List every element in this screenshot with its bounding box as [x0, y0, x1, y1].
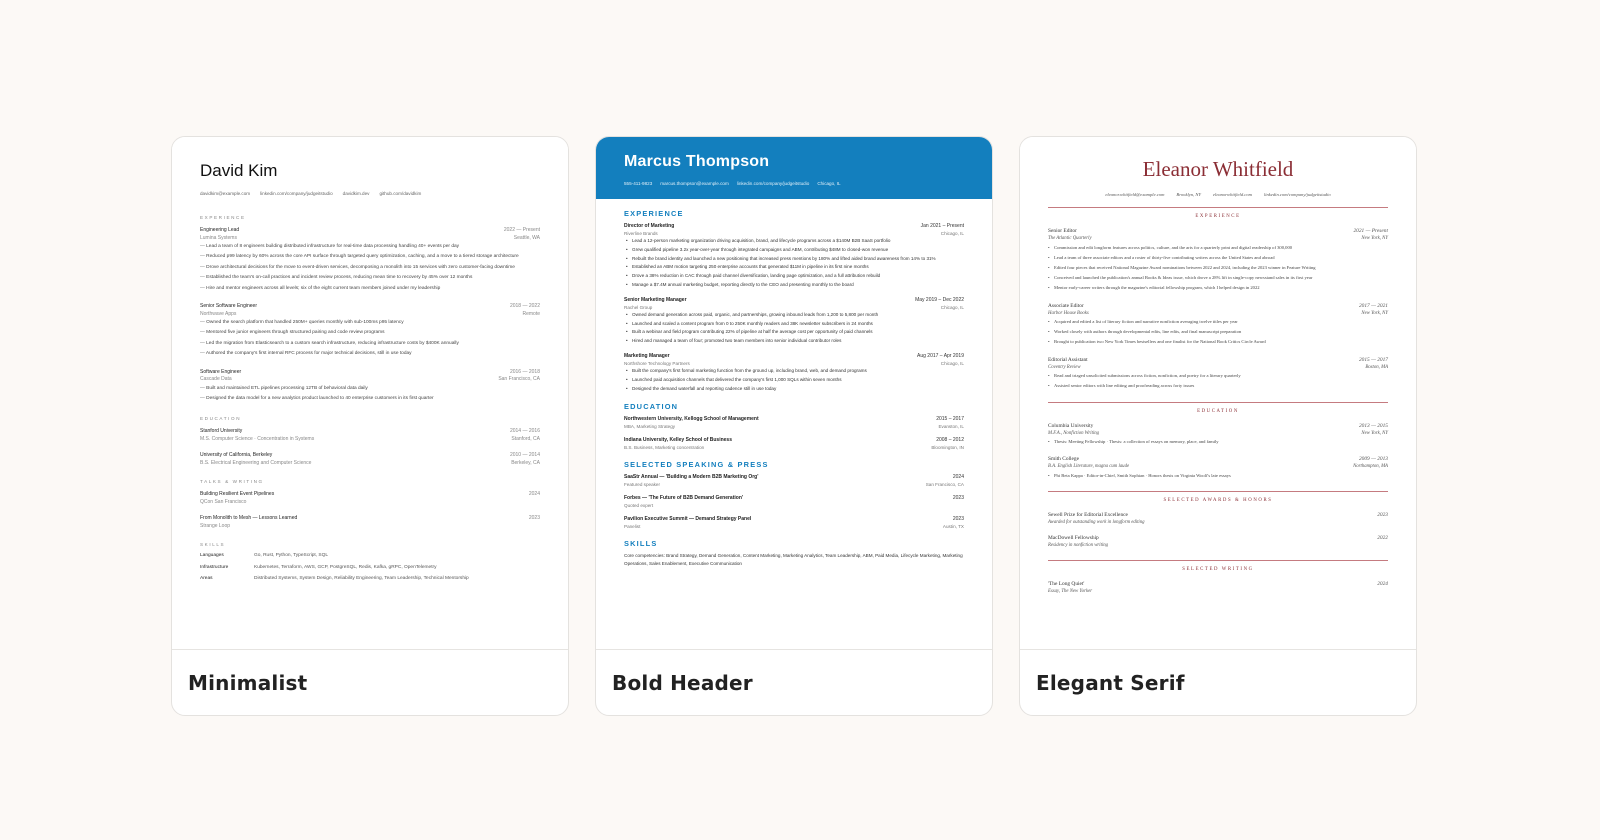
education-location: New York, NY	[1361, 430, 1388, 436]
job-bullet: • Commission and edit longform features across politics, culture, and the arts for a quarterly print and digital readership of 300,000	[1048, 243, 1388, 253]
skill-value: Go, Rust, Python, TypeScript, SQL	[254, 553, 329, 559]
template-card-footer	[1020, 649, 1416, 715]
resume-name: Marcus Thompson	[624, 153, 770, 170]
school-name: Columbia University	[1048, 422, 1094, 429]
section-heading-education: EDUCATION	[200, 416, 242, 422]
job-bullet: — Designed the data model for a new analytics product launched to 40 enterprise customers in its first quarter	[200, 394, 540, 404]
section-heading-speaking: SELECTED SPEAKING & PRESS	[624, 460, 769, 470]
education-location: Berkeley, CA	[511, 459, 540, 466]
education-entry	[624, 415, 964, 430]
job-bullet: • Edited four pieces that received National Magazine Award nominations between 2022 and 2024, including the 2023 winner in Feature Writing	[1048, 263, 1388, 273]
education-entry	[200, 452, 540, 467]
writing-title: 'The Long Quiet'	[1048, 580, 1085, 587]
job-bullet: • Designed the demand waterfall and reporting cadence still in use today	[624, 385, 964, 394]
award-note: Awarded for outstanding work in longform editing	[1048, 519, 1145, 525]
job-bullet: • Built a webinar and field program contributing 22% of pipeline at half the average cost per opportunity of paid channels	[624, 328, 964, 337]
education-entry	[1048, 422, 1388, 448]
contact-item: linkedin.com/company/judgeitstudio	[260, 191, 333, 196]
writing-year: 2024	[1377, 580, 1388, 587]
job-entry	[624, 222, 964, 290]
award-note: Residency in nonfiction writing	[1048, 543, 1109, 549]
skill-value: Kubernetes, Terraform, AWS, GCP, PostgreSQL, Redis, Kafka, gRPC, OpenTelemetry	[254, 564, 437, 570]
education-location: Bloomington, IN	[931, 445, 964, 451]
talk-entry	[200, 491, 540, 506]
template-label: Bold Header	[612, 670, 753, 695]
job-title: Director of Marketing	[624, 223, 675, 229]
job-location: Chicago, IL	[940, 360, 964, 366]
education-dates: 2013 — 2015	[1358, 422, 1388, 429]
job-title: Engineering Lead	[200, 227, 240, 233]
template-card-elegant-serif[interactable]	[1019, 136, 1417, 716]
speaking-location: San Francisco, CA	[925, 482, 964, 488]
job-bullet: • Rebuilt the brand identity and launched a new positioning that increased press mentions by 180% and lifted aided brand awareness from 14% to 31%	[624, 255, 964, 264]
template-label: Minimalist	[188, 670, 308, 695]
template-card-minimalist[interactable]	[171, 136, 569, 716]
job-company: Riverline Brands	[624, 231, 658, 236]
contact-item: marcus.thompson@example.com	[660, 181, 729, 186]
contact-item: eleanorwhitfield.com	[1213, 192, 1252, 197]
degree: M.F.A., Nonfiction Writing	[1048, 430, 1100, 436]
resume-header-band	[596, 137, 992, 199]
writing-note: Essay, The New Yorker	[1048, 588, 1093, 594]
job-bullet: • Acquired and edited a list of literary fiction and narrative nonfiction averaging twelve titles per year	[1048, 317, 1388, 327]
education-entry	[200, 428, 540, 443]
skill-value: Distributed Systems, System Design, Reliability Engineering, Team Leadership, Technical Mentorship	[254, 576, 469, 582]
job-entry	[1048, 356, 1388, 392]
speaking-year: 2023	[952, 516, 964, 523]
section-divider	[1048, 207, 1388, 208]
contact-item: 555-411-9823	[624, 181, 653, 186]
section-heading-education: EDUCATION	[624, 402, 679, 412]
section-heading-awards: SELECTED AWARDS & HONORS	[1163, 497, 1273, 503]
job-location: Boston, MA	[1365, 364, 1388, 370]
talk-venue: Strange Loop	[200, 522, 231, 529]
job-bullet: — Reduced p99 latency by 60% across the core API surface through targeted query optimization, caching, and a move to a tiered storage architecture	[200, 252, 540, 262]
resume-preview-elegant-serif	[1020, 137, 1416, 651]
contact-item: davidkim@example.com	[200, 191, 251, 196]
job-title: Editorial Assistant	[1048, 356, 1088, 363]
section-heading-talks: TALKS & WRITING	[200, 479, 264, 485]
skill-row	[200, 573, 540, 585]
job-bullet: • Assisted senior editors with line editing and proofreading across forty issues	[1048, 381, 1388, 391]
talk-venue: QCon San Francisco	[200, 498, 247, 505]
section-heading-skills: SKILLS	[624, 539, 658, 549]
job-dates: Aug 2017 – Apr 2019	[917, 352, 964, 359]
speaking-title: SaaStr Annual — 'Building a Modern B2B Marketing Org'	[624, 474, 759, 481]
job-company: The Atlantic Quarterly	[1048, 236, 1092, 241]
job-entry	[624, 352, 964, 393]
job-bullet: • Established an ABM motion targeting 250 enterprise accounts that generated $11M in pipeline in its first nine months	[624, 263, 964, 272]
job-dates: 2018 — 2022	[509, 303, 540, 310]
education-location: Northampton, MA	[1353, 464, 1388, 470]
resume-contact	[200, 191, 540, 196]
award-title: Sewell Prize for Editorial Excellence	[1048, 511, 1128, 518]
job-company: Rachel Group	[624, 304, 653, 310]
job-location: Chicago, IL	[940, 231, 964, 236]
job-title: Software Engineer	[200, 368, 242, 375]
job-company: Northwave Apps	[200, 310, 237, 317]
section-heading-experience: EXPERIENCE	[624, 209, 684, 218]
skills-text: Core competencies: Brand Strategy, Demand Generation, Content Marketing, Marketing Analytics, Team Leadership, ABM, Paid Media, Lifecycle Marketing, Marketing Operations, Sales Enablement, Executive Communication	[624, 553, 963, 566]
section-heading-education: EDUCATION	[1197, 408, 1239, 414]
speaking-title: Pavilion Executive Summit — Demand Strategy Panel	[624, 516, 752, 523]
education-bullet: • Thesis: Meeting Fellowship · Thesis: a collection of essays on memory, place, and family	[1048, 437, 1388, 447]
education-location: Stanford, CA	[511, 435, 540, 442]
job-entry	[200, 369, 540, 405]
job-dates: 2021 — Present	[1353, 228, 1388, 234]
job-dates: 2022 — Present	[503, 227, 540, 233]
job-entry	[200, 227, 540, 294]
job-bullet: — Established the team's on-call practices and incident review process, reducing mean time to recovery by 45% over 12 months	[200, 273, 540, 283]
job-title: Senior Marketing Manager	[624, 296, 687, 303]
job-dates: 2017 — 2021	[1358, 302, 1388, 309]
education-entry	[1048, 455, 1388, 481]
award-title: MacDowell Fellowship	[1048, 535, 1099, 542]
job-bullet: — Led the migration from Elasticsearch to a custom search infrastructure, reducing infrastructure costs by $400K annually	[200, 339, 540, 349]
job-bullet: — Drove architectural decisions for the move to event-driven services, decomposing a monolith into 15 services with zero customer-facing downtime	[200, 263, 540, 273]
contact-item: Brooklyn, NY	[1176, 192, 1202, 197]
skill-row	[200, 562, 540, 574]
education-entry	[624, 436, 964, 451]
award-year: 2023	[1377, 511, 1388, 518]
contact-item: eleanor.whitfield@example.com	[1105, 192, 1165, 197]
resume-name: David Kim	[200, 161, 278, 180]
school-name: Northwestern University, Kellogg School of Management	[624, 416, 759, 423]
job-title: Senior Software Engineer	[200, 303, 257, 310]
job-entry	[1048, 227, 1388, 294]
resume-preview-minimalist	[172, 137, 568, 651]
section-heading-experience: EXPERIENCE	[1195, 214, 1241, 219]
section-heading-skills: SKILLS	[200, 542, 226, 548]
job-location: Seattle, WA	[513, 234, 540, 241]
job-title: Marketing Manager	[624, 352, 670, 359]
talk-year: 2024	[528, 491, 540, 498]
contact-item: linkedin.com/company/judgeitstudio	[1263, 192, 1331, 197]
section-divider	[1048, 402, 1388, 403]
education-dates: 2015 – 2017	[936, 416, 964, 423]
job-company: Lumina Systems	[200, 234, 237, 241]
job-dates: May 2019 – Dec 2022	[915, 296, 964, 303]
job-location: New York, NY	[1361, 236, 1388, 241]
speaking-year: 2023	[952, 495, 964, 502]
award-year: 2022	[1377, 535, 1388, 542]
job-bullet: • Built the company's first formal marketing function from the ground up, including brand, web, and demand programs	[624, 367, 964, 376]
education-dates: 2014 — 2016	[509, 428, 540, 435]
talk-year: 2023	[528, 515, 540, 522]
job-bullet: • Worked closely with authors through developmental edits, line edits, and final manuscript preparation	[1048, 327, 1388, 337]
section-heading-experience: EXPERIENCE	[200, 215, 246, 220]
job-bullet: • Launched paid acquisition channels that delivered the company's first 1,000 SQLs within seven months	[624, 376, 964, 385]
template-card-footer	[596, 649, 992, 715]
job-company: Coventry Review	[1048, 364, 1081, 370]
school-name: Smith College	[1048, 456, 1079, 463]
degree: M.S. Computer Science · Concentration in Systems	[200, 435, 315, 442]
speaking-entry	[624, 494, 964, 509]
job-bullet: • Read and triaged unsolicited submissions across fiction, nonfiction, and poetry for a literary quarterly	[1048, 371, 1388, 381]
job-bullet: • Mentor early-career writers through the magazine's editorial fellowship program, which I helped design in 2022	[1048, 283, 1388, 293]
job-bullet: — Owned the search platform that handled 250M+ queries monthly with sub-100ms p95 latency	[200, 318, 540, 328]
speaking-role: Quoted expert	[624, 503, 654, 509]
resume-contact	[624, 181, 964, 186]
template-card-bold-header[interactable]	[595, 136, 993, 716]
job-bullet: — Hire and mentor engineers across all levels; six of the eight current team members joined under my leadership	[200, 284, 540, 294]
speaking-year: 2024	[952, 474, 964, 481]
education-location: Evanston, IL	[938, 424, 964, 430]
job-location: San Francisco, CA	[498, 376, 540, 383]
talk-entry	[200, 515, 540, 530]
speaking-role: Featured speaker	[624, 482, 661, 488]
section-heading-writing: SELECTED WRITING	[1182, 566, 1254, 572]
section-divider	[1048, 560, 1388, 561]
job-bullet: • Launched and scaled a content program from 0 to 250K monthly readers and 38K newsletter subscribers in 24 months	[624, 320, 964, 329]
contact-item: Chicago, IL	[817, 181, 841, 186]
education-dates: 2010 — 2014	[509, 452, 540, 459]
resume-preview-bold-header	[596, 137, 992, 651]
skill-key: Languages	[200, 553, 224, 559]
job-location: Chicago, IL	[940, 304, 964, 310]
job-bullet: • Manage a $7.4M annual marketing budget, reporting directly to the CEO and presenting monthly to the board	[624, 281, 964, 290]
job-bullet: — Authored the company's first internal RFC process for major technical decisions, still in use today	[200, 349, 540, 359]
job-entry	[200, 303, 540, 360]
resume-name: Eleanor Whitfield	[1142, 157, 1294, 181]
talk-title: Building Resilient Event Pipelines	[200, 491, 275, 498]
school-name: Indiana University, Kelley School of Business	[624, 437, 732, 444]
writing-entry	[1048, 580, 1388, 596]
job-bullet: — Lead a team of 8 engineers building distributed infrastructure for real-time data processing handling 40+ events per day	[200, 242, 540, 252]
talk-title: From Monolith to Mesh — Lessons Learned	[200, 515, 298, 522]
education-dates: 2009 — 2013	[1358, 456, 1388, 463]
job-bullet: • Hired and managed a team of four; promoted two team members into senior individual contributor roles	[624, 337, 964, 346]
contact-item: github.com/davidkim	[379, 191, 422, 196]
award-entry	[1048, 511, 1388, 527]
job-company: Harbor House Books	[1048, 310, 1089, 316]
job-company: Cascade Data	[200, 376, 232, 383]
degree: B.S. Business, Marketing concentration	[624, 445, 705, 451]
job-bullet: • Lead a 12-person marketing organization driving acquisition, brand, and lifecycle programs across a $140M B2B SaaS portfolio	[624, 237, 964, 246]
job-dates: Jan 2021 – Present	[920, 223, 964, 229]
job-bullet: — Built and maintained ETL pipelines processing 12TB of behavioral data daily	[200, 384, 540, 394]
job-bullet: • Conceived and launched the publication's annual Books & Ideas issue, which drove a 28% lift in single-copy newsstand sales in its first year	[1048, 273, 1388, 283]
speaking-role: Panelist	[624, 524, 641, 530]
job-dates: 2015 — 2017	[1358, 356, 1388, 363]
template-card-footer	[172, 649, 568, 715]
education-dates: 2008 – 2012	[936, 437, 964, 444]
job-location: New York, NY	[1361, 310, 1388, 316]
job-bullet: • Lead a team of three associate editors and a roster of thirty-five contributing writers across the United States and abroad	[1048, 253, 1388, 263]
job-bullet: • Grew qualified pipeline 3.2x year-over-year through integrated campaigns and ABM, contributing $48M to closed-won revenue	[624, 246, 964, 255]
speaking-entry	[624, 515, 964, 530]
skill-key: Areas	[200, 576, 213, 582]
job-entry	[624, 296, 964, 346]
resume-contact	[1048, 192, 1388, 197]
job-title: Senior Editor	[1048, 228, 1077, 234]
degree: B.A. English Literature, magna cum laude	[1048, 464, 1130, 470]
degree: MBA, Marketing Strategy	[624, 424, 676, 430]
speaking-location: Austin, TX	[942, 524, 964, 530]
job-company: Northshore Technology Partners	[624, 360, 690, 366]
job-bullet: • Owned demand generation across paid, organic, and partnerships, growing inbound leads from 1,200 to 5,800 per month	[624, 311, 964, 320]
contact-item: linkedin.com/company/judgeitstudio	[736, 181, 810, 186]
speaking-title: Forbes — 'The Future of B2B Demand Generation'	[624, 495, 744, 502]
job-bullet: • Brought to publication two New York Times bestsellers and one finalist for the National Book Critics Circle Award	[1048, 337, 1388, 347]
speaking-entry	[624, 473, 964, 488]
skill-row	[200, 550, 540, 562]
award-entry	[1048, 534, 1388, 550]
template-label: Elegant Serif	[1036, 670, 1185, 695]
section-divider	[1048, 491, 1388, 492]
skill-key: Infrastructure	[200, 564, 229, 570]
school-name: Stanford University	[200, 428, 243, 435]
education-bullet: • Phi Beta Kappa · Editor-in-Chief, Smith Sophian · Honors thesis on Virginia Woolf's late essays	[1048, 471, 1388, 481]
job-dates: 2016 — 2018	[509, 368, 540, 375]
school-name: University of California, Berkeley	[200, 452, 273, 459]
job-location: Remote	[522, 310, 540, 317]
degree: B.S. Electrical Engineering and Computer Science	[200, 459, 312, 466]
job-entry	[1048, 302, 1388, 348]
job-bullet: • Drove a 38% reduction in CAC through paid channel diversification, landing page optimization, and a full attribution rebuild	[624, 272, 964, 281]
contact-item: davidkim.dev	[342, 191, 370, 196]
job-title: Associate Editor	[1048, 302, 1084, 309]
job-bullet: — Mentored five junior engineers through structured pairing and code review programs	[200, 328, 540, 338]
